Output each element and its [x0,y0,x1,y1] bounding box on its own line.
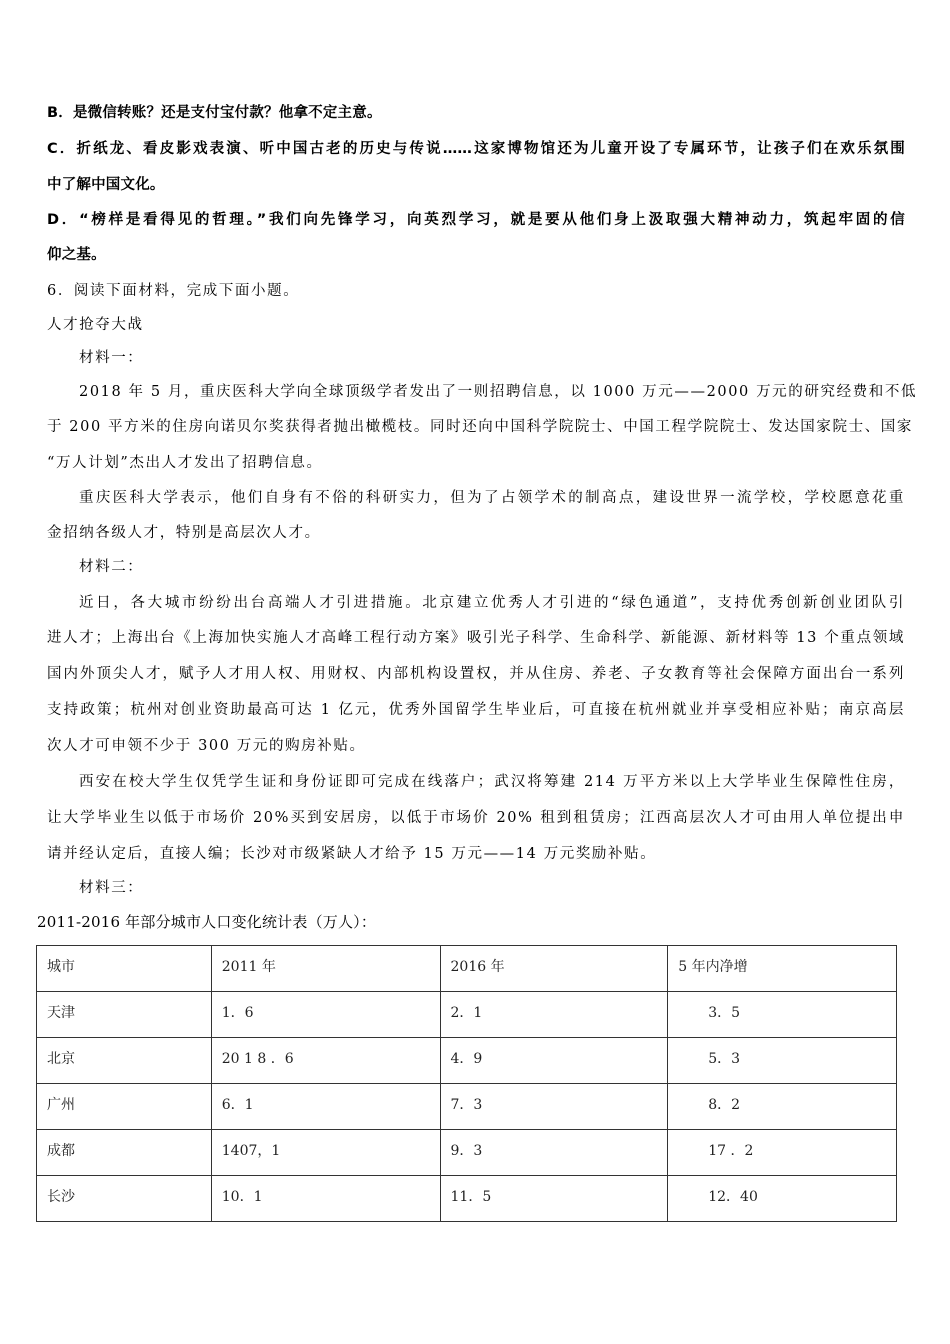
material1-p1-line2: 于 200 平方米的住房向诺贝尔奖获得者抛出橄榄枝。同时还向中国科学院院士、中国工程学院院士、发达国家院士、国家 [47,419,913,435]
table-row [37,1038,897,1084]
option-b-label: B． [47,105,73,121]
cell-city: 北京 [37,1038,212,1084]
header-2011: 2011 年 [211,946,440,992]
material2-heading: 材料二： [79,559,144,575]
option-b [47,101,382,122]
table-row [37,1084,897,1130]
cell-2016: 4．9 [440,1038,668,1084]
material2-p2-line3: 请并经认定后，直接人编；长沙对市级紧缺人才给予 15 万元——14 万元奖励补贴。 [47,846,657,862]
population-table [36,945,897,1222]
option-c-text: 折纸龙、看皮影戏表演、听中国古老的历史与传说……这家博物馆还为儿童开设了专属环节，让孩子们在欢乐氛围 [76,141,906,157]
option-c-line2: 中了解中国文化。 [47,177,165,193]
table-caption: 2011-2016 年部分城市人口变化统计表（万人）： [37,913,377,931]
cell-2016: 7．3 [440,1084,668,1130]
cell-net-increase: 12．40 [668,1176,897,1222]
material2-p1-line1: 近日，各大城市纷纷出台高端人才引进措施。北京建立优秀人才引进的“绿色通道”，支持优秀创新创业团队引 [79,595,905,611]
cell-city: 天津 [37,992,212,1038]
cell-2016: 11．5 [440,1176,668,1222]
material1-p2-line2: 金招纳各级人才，特别是高层次人才。 [47,525,321,541]
table-row [37,1130,897,1176]
material1-p2-line1: 重庆医科大学表示，他们自身有不俗的科研实力，但为了占领学术的制高点，建设世界一流学校，学校愿意花重 [79,490,905,506]
table-row [37,1176,897,1222]
cell-net-increase: 17 ．2 [668,1130,897,1176]
cell-2016: 9．3 [440,1130,668,1176]
material2-p1-line5: 次人才可申领不少于 300 万元的购房补贴。 [47,738,366,754]
material1-p1-line1: 2018 年 5 月，重庆医科大学向全球顶级学者发出了一则招聘信息，以 1000 万元——2000 万元的研究经费和不低 [79,384,918,400]
cell-2011: 10．1 [211,1176,440,1222]
header-2016: 2016 年 [440,946,668,992]
material1-p1-line3: “万人计划”杰出人才发出了招聘信息。 [47,455,323,471]
cell-2011: 6．1 [211,1084,440,1130]
material2-p1-line3: 国内外顶尖人才，赋予人才用人权、用财权、内部机构设置权，并从住房、养老、子女教育等社会保障方面出台一系列 [47,666,905,682]
material1-heading: 材料一： [79,350,144,366]
cell-2016: 2．1 [440,992,668,1038]
table-row [37,992,897,1038]
option-c-line1 [47,137,905,158]
table-header-row [37,946,897,992]
option-c-label: C． [47,141,77,157]
material2-p1-line4: 支持政策；杭州对创业资助最高可达 1 亿元，优秀外国留学生毕业后，可直接在杭州就业并享受相应补贴；南京高层 [47,702,905,718]
cell-2011: 1407，1 [211,1130,440,1176]
material2-p2-line1: 西安在校大学生仅凭学生证和身份证即可完成在线落户；武汉将筹建 214 万平方米以上大学毕业生保障性住房， [79,774,905,790]
option-d-text: “榜样是看得见的哲理。”我们向先锋学习，向英烈学习，就是要从他们身上汲取强大精神动力，筑起牢固的信 [79,212,906,228]
option-d-line2: 仰之基。 [47,247,106,263]
cell-net-increase: 8．2 [668,1084,897,1130]
cell-2011: 1．6 [211,992,440,1038]
cell-2011: 20 1 8 ．6 [211,1038,440,1084]
cell-city: 成都 [37,1130,212,1176]
option-d-line1 [47,208,905,229]
cell-city: 广州 [37,1084,212,1130]
cell-net-increase: 3．5 [668,992,897,1038]
cell-net-increase: 5．3 [668,1038,897,1084]
header-net-increase: 5 年内净增 [668,946,897,992]
material2-p2-line2: 让大学毕业生以低于市场价 20%买到安居房，以低于市场价 20% 租到租赁房；江西高层次人才可由用人单位提出申 [47,810,905,826]
material3-heading: 材料三： [79,880,144,896]
header-city: 城市 [37,946,212,992]
option-b-text: 是微信转账？还是支付宝付款？他拿不定主意。 [72,105,382,121]
question-number: 6．阅读下面材料，完成下面小题。 [47,283,300,299]
passage-title: 人才抢夺大战 [47,317,144,333]
option-d-label: D． [47,212,80,228]
material2-p1-line2: 进人才；上海出台《上海加快实施人才高峰工程行动方案》吸引光子科学、生命科学、新能源、新材料等 13 个重点领域 [47,630,905,646]
cell-city: 长沙 [37,1176,212,1222]
